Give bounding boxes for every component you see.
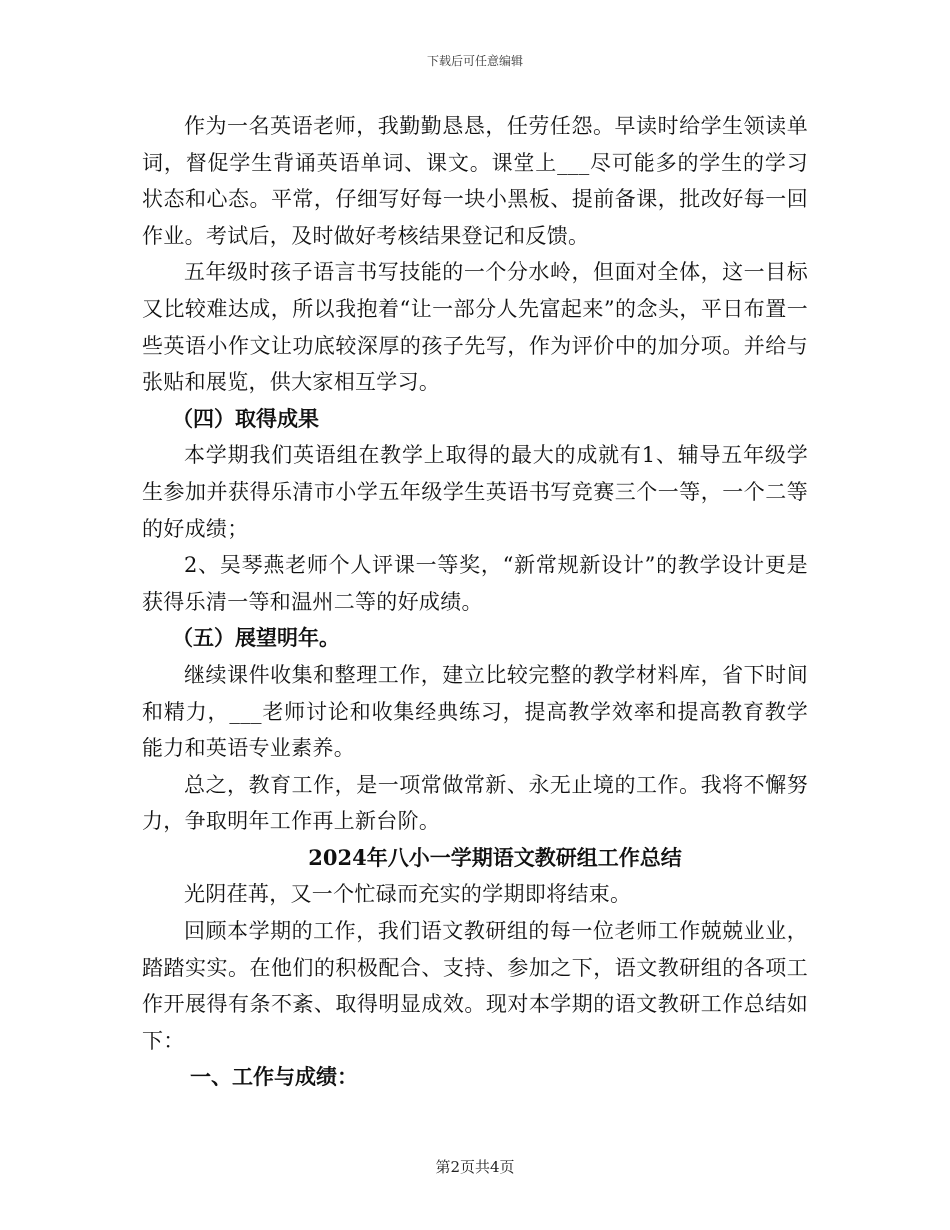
paragraph-conclusion: 总之，教育工作，是一项常做常新、永无止境的工作。我将不懈努力，争取明年工作再上新台阶。 [142,772,808,834]
paragraph-review: 回顾本学期的工作，我们语文教研组的每一位老师工作兢兢业业，踏踏实实。在他们的积极配合、支持、参加之下，语文教研组的各项工作开展得有条不紊、取得明显成效。现对本学期的语文教研工作总结如下： [142,919,808,1053]
section-heading-achievements: （四）取得成果 [172,405,319,431]
paragraph-outlook: 继续课件收集和整理工作，建立比较完整的教学材料库，省下时间和精力，___老师讨论和收集经典练习，提高教学效率和提高教育教学能力和英语专业素养。 [142,662,808,761]
document-body [142,108,808,1096]
document-title: 2024年八小一学期语文教研组工作总结 [308,844,682,870]
section-heading-outlook: （五）展望明年。 [172,625,340,651]
page-number: 第2页共4页 [435,1158,515,1176]
paragraph-duties: 作为一名英语老师，我勤勤恳恳，任劳任怨。早读时给学生领读单词，督促学生背诵英语单词、课文。课堂上___尽可能多的学生的学习状态和心态。平常，仔细写好每一块小黑板、提前备课，批改好每一回作业。考试后，及时做好考核结果登记和反馈。 [142,114,808,248]
paragraph-achievement-2: 2、吴琴燕老师个人评课一等奖，“新常规新设计”的教学设计更是获得乐清一等和温州二等的好成绩。 [142,553,808,614]
paragraph-achievement-1: 本学期我们英语组在教学上取得的最大的成就有1、辅导五年级学生参加并获得乐清市小学五年级学生英语书写竞赛三个一等，一个二等的好成绩； [142,443,808,541]
header-note: 下载后可任意编辑 [426,54,523,68]
paragraph-writing-skills: 五年级时孩子语言书写技能的一个分水岭，但面对全体，这一目标又比较难达成，所以我抱着“让一部分人先富起来”的念头，平日布置一些英语小作文让功底较深厚的孩子先写，作为评价中的加分项。并给与张贴和展览，供大家相互学习。 [142,260,808,395]
paragraph-intro: 光阴荏苒，又一个忙碌而充实的学期即将结束。 [184,882,632,907]
section-heading-work-results: 一、工作与成绩： [190,1064,358,1090]
